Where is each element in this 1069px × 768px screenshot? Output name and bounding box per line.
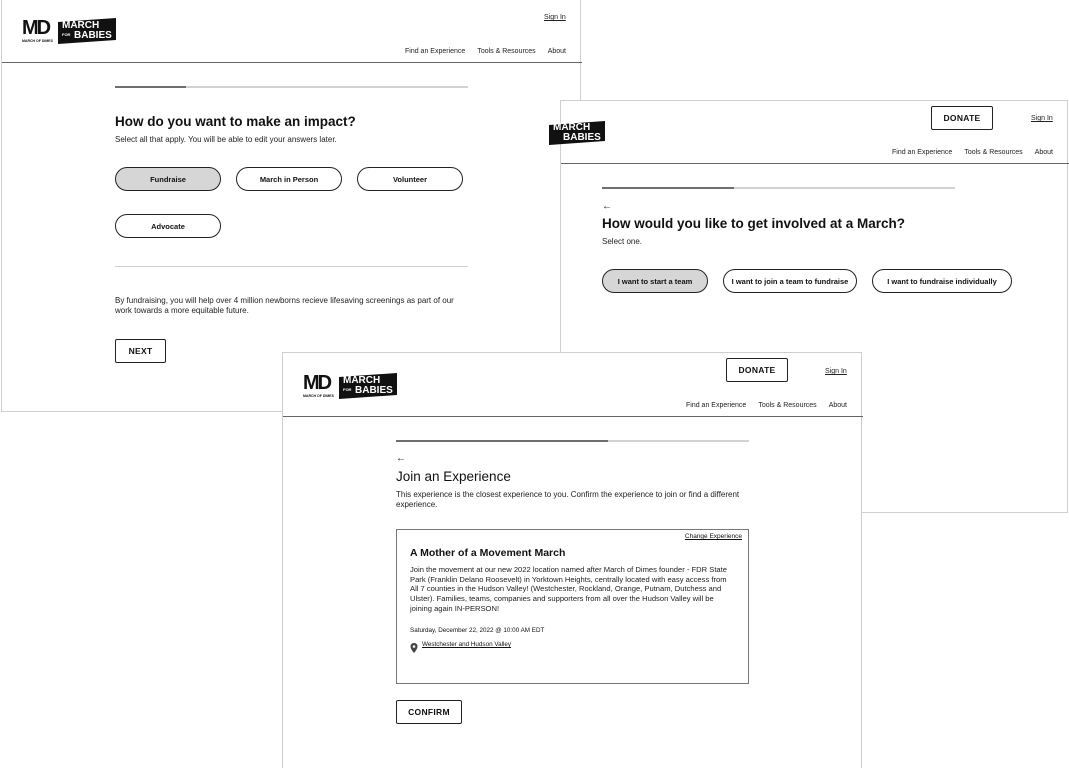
event-location-link[interactable]: Westchester and Hudson Valley: [422, 641, 512, 648]
nav-find-experience[interactable]: Find an Experience: [892, 149, 953, 156]
nav-find-experience[interactable]: Find an Experience: [686, 402, 747, 409]
logo-word-march: MARCH: [343, 375, 381, 386]
logo-word-babies: BABIES: [74, 30, 112, 41]
march-for-babies-logo[interactable]: [553, 121, 605, 145]
main-nav: [686, 402, 847, 409]
progress-bar: [396, 440, 749, 442]
progress-fill: [396, 440, 608, 442]
page-title: How do you want to make an impact?: [115, 114, 356, 129]
nav-about[interactable]: About: [1034, 149, 1053, 156]
back-arrow-icon[interactable]: ←: [602, 201, 612, 212]
nav-find-experience[interactable]: Find an Experience: [405, 48, 466, 55]
nav-about[interactable]: About: [828, 402, 847, 409]
page-title: Join an Experience: [396, 469, 511, 484]
header-divider: [283, 416, 863, 417]
page-title: How would you like to get involved at a March?: [602, 216, 906, 231]
option-advocate[interactable]: Advocate: [115, 214, 221, 238]
main-nav: [892, 149, 1053, 156]
page-subtitle: This experience is the closest experience to you. Confirm the experience to join or find a different experience.: [396, 490, 740, 509]
march-for-babies-logo[interactable]: [303, 373, 403, 401]
back-arrow-icon[interactable]: ←: [396, 453, 406, 464]
logo-word-march: MARCH: [62, 20, 100, 31]
logo-word-for: FOR: [343, 387, 352, 392]
donate-button[interactable]: DONATE: [726, 358, 788, 382]
header-divider: [561, 163, 1069, 164]
option-join-team[interactable]: I want to join a team to fundraise: [723, 269, 857, 293]
nav-tools-resources[interactable]: Tools & Resources: [758, 402, 817, 409]
event-date: Saturday, December 22, 2022 @ 10:00 AM EDT: [410, 627, 545, 634]
logo-word-march: MARCH: [553, 122, 591, 133]
sign-in-link[interactable]: Sign In: [825, 368, 847, 375]
march-of-dimes-logo-text: MARCH OF DIMES: [22, 39, 53, 43]
main-nav: [405, 48, 566, 55]
nav-tools-resources[interactable]: Tools & Resources: [477, 48, 536, 55]
march-of-dimes-logo-mark: MD: [303, 372, 331, 394]
experience-card: [396, 529, 749, 684]
screen-impact: [1, 0, 581, 412]
sign-in-link[interactable]: Sign In: [544, 14, 566, 21]
page-subtitle: Select one.: [602, 237, 643, 246]
logo-word-babies: BABIES: [355, 385, 393, 396]
progress-bar: [602, 187, 955, 189]
event-title: A Mother of a Movement March: [410, 547, 566, 559]
confirm-button[interactable]: CONFIRM: [396, 700, 462, 724]
map-pin-icon: [410, 640, 418, 650]
march-for-babies-logo[interactable]: [22, 18, 122, 46]
next-button[interactable]: NEXT: [115, 339, 166, 363]
nav-about[interactable]: About: [547, 48, 566, 55]
progress-bar: [115, 86, 468, 88]
march-of-dimes-logo-mark: MD: [22, 17, 50, 39]
progress-fill: [115, 86, 186, 88]
header-divider: [2, 62, 582, 63]
option-volunteer[interactable]: Volunteer: [357, 167, 463, 191]
page-subtitle: Select all that apply. You will be able to edit your answers later.: [115, 135, 337, 144]
option-start-team[interactable]: I want to start a team: [602, 269, 708, 293]
march-of-dimes-logo-text: MARCH OF DIMES: [303, 394, 334, 398]
option-fundraise[interactable]: Fundraise: [115, 167, 221, 191]
sign-in-link[interactable]: Sign In: [1031, 115, 1053, 122]
change-experience-link[interactable]: Change Experience: [684, 533, 742, 540]
nav-tools-resources[interactable]: Tools & Resources: [964, 149, 1023, 156]
section-divider: [115, 266, 468, 267]
option-march-in-person[interactable]: March in Person: [236, 167, 342, 191]
logo-word-babies: BABIES: [563, 132, 601, 143]
progress-fill: [602, 187, 734, 189]
event-description: Join the movement at our new 2022 location named after March of Dimes founder - FDR State Park (Franklin Delano Roosevelt) in Yorktown Heights, centrally located with easy access from All 7 counties in the Hudson Valley! (Westchester, Rockland, Orange, Putnam, Dutchess and Ulster). Families, teams, companies and supporters from all over the Hudson Valley will be joining again IN-PERSON!: [410, 565, 727, 613]
option-fundraise-individually[interactable]: I want to fundraise individually: [872, 269, 1012, 293]
impact-info-text: By fundraising, you will help over 4 million newborns recieve lifesaving screenings as part of our work towards a more equitable future.: [115, 296, 454, 315]
screen-join-experience: [282, 352, 862, 768]
logo-word-for: FOR: [62, 32, 71, 37]
donate-button[interactable]: DONATE: [931, 106, 993, 130]
